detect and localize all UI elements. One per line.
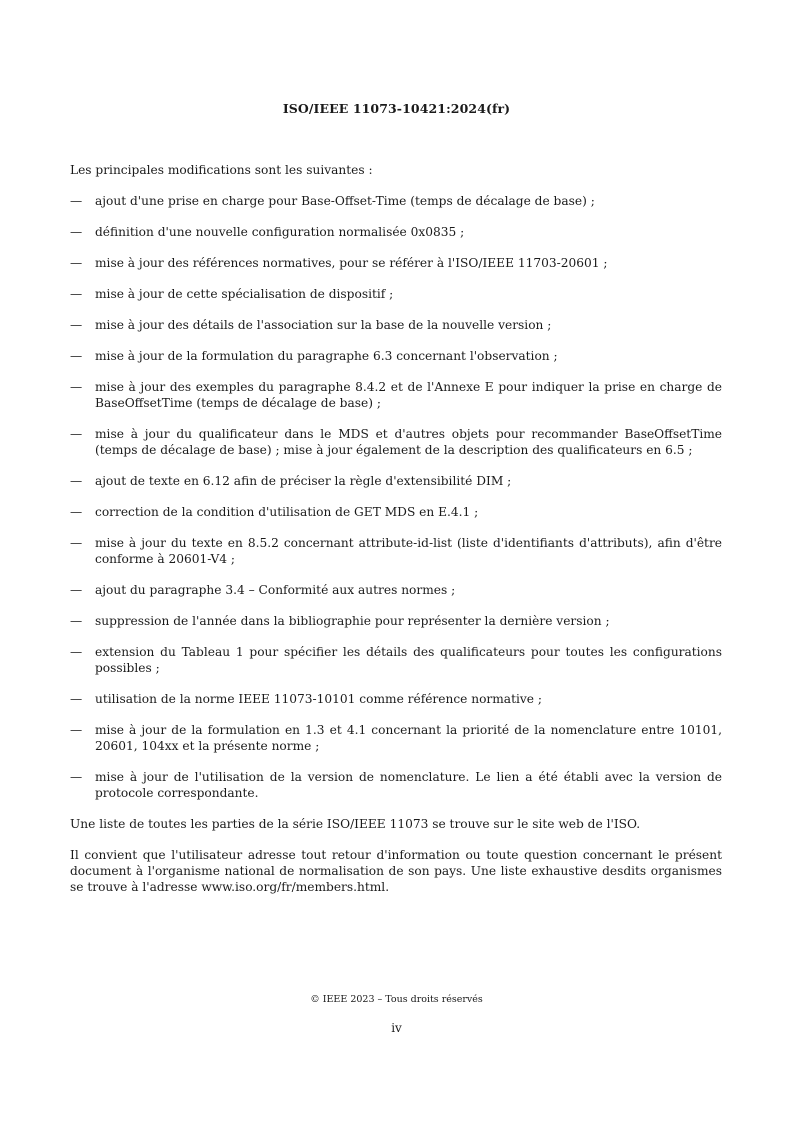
- dash-bullet: —: [70, 770, 83, 784]
- dash-bullet: —: [70, 614, 83, 628]
- list-item-text: mise à jour de la formulation en 1.3 et 4.1 concernant la priorité de la nomenclature entre 10101, 20601, 104xx et la présente norme ;: [95, 723, 722, 753]
- list-item-text: définition d'une nouvelle configuration normalisée 0x0835 ;: [95, 225, 465, 239]
- list-item: [70, 379, 722, 411]
- page-number: iv: [391, 1021, 402, 1035]
- footer-copyright: © IEEE 2023 – Tous droits réservés: [310, 994, 483, 1005]
- list-item: [70, 473, 722, 489]
- list-item: [70, 224, 722, 240]
- list-item-text: suppression de l'année dans la bibliographie pour représenter la dernière version ;: [95, 614, 610, 628]
- list-item-text: correction de la condition d'utilisation de GET MDS en E.4.1 ;: [95, 505, 479, 519]
- feedback-paragraph: Il convient que l'utilisateur adresse tout retour d'information ou toute question concernant le présent document à l'organisme national de normalisation de son pays. Une liste exhaustive desdits organismes se trouve à l'adresse www.iso.org/fr/members.html.: [70, 848, 722, 894]
- document-body: [70, 162, 722, 910]
- dash-bullet: —: [70, 474, 83, 488]
- document-header-title: ISO/IEEE 11073-10421:2024(fr): [282, 101, 511, 116]
- list-item-text: extension du Tableau 1 pour spécifier les détails des qualificateurs pour toutes les configurations possibles ;: [95, 645, 722, 675]
- dash-bullet: —: [70, 583, 83, 597]
- dash-bullet: —: [70, 349, 83, 363]
- list-item: [70, 348, 722, 364]
- list-item-text: mise à jour du texte en 8.5.2 concernant attribute-id-list (liste d'identifiants d'attributs), afin d'être conforme à 20601-V4 ;: [95, 536, 722, 566]
- list-item-text: ajout d'une prise en charge pour Base-Offset-Time (temps de décalage de base) ;: [95, 194, 595, 208]
- list-item-text: mise à jour de l'utilisation de la version de nomenclature. Le lien a été établi avec la version de protocole correspondante.: [95, 770, 722, 800]
- list-item: [70, 504, 722, 520]
- dash-bullet: —: [70, 723, 83, 737]
- list-item: [70, 722, 722, 754]
- dash-bullet: —: [70, 645, 83, 659]
- list-item: [70, 255, 722, 271]
- list-item: [70, 613, 722, 629]
- list-item-text: ajout du paragraphe 3.4 – Conformité aux autres normes ;: [95, 583, 456, 597]
- dash-bullet: —: [70, 505, 83, 519]
- list-item: [70, 691, 722, 707]
- list-item: [70, 769, 722, 801]
- list-item: [70, 193, 722, 209]
- dash-bullet: —: [70, 427, 83, 441]
- modifications-list: [70, 193, 722, 801]
- list-item-text: mise à jour des exemples du paragraphe 8.4.2 et de l'Annexe E pour indiquer la prise en charge de BaseOffsetTime (temps de décalage de base) ;: [95, 380, 722, 410]
- list-item-text: mise à jour de la formulation du paragraphe 6.3 concernant l'observation ;: [95, 349, 558, 363]
- iso-series-paragraph: Une liste de toutes les parties de la série ISO/IEEE 11073 se trouve sur le site web de l'ISO.: [70, 817, 641, 831]
- dash-bullet: —: [70, 287, 83, 301]
- dash-bullet: —: [70, 380, 83, 394]
- intro-text: Les principales modifications sont les suivantes :: [70, 163, 373, 177]
- list-item: [70, 286, 722, 302]
- list-item-text: mise à jour des détails de l'association sur la base de la nouvelle version ;: [95, 318, 552, 332]
- dash-bullet: —: [70, 318, 83, 332]
- list-item: [70, 644, 722, 676]
- dash-bullet: —: [70, 256, 83, 270]
- dash-bullet: —: [70, 692, 83, 706]
- list-item-text: ajout de texte en 6.12 afin de préciser la règle d'extensibilité DIM ;: [95, 474, 512, 488]
- list-item-text: utilisation de la norme IEEE 11073-10101 comme référence normative ;: [95, 692, 542, 706]
- list-item-text: mise à jour de cette spécialisation de dispositif ;: [95, 287, 394, 301]
- list-item: [70, 426, 722, 458]
- list-item: [70, 582, 722, 598]
- list-item-text: mise à jour du qualificateur dans le MDS et d'autres objets pour recommander BaseOffsetTime (temps de décalage de base) ; mise à jour également de la description des qualificateurs en 6.5 ;: [95, 427, 722, 457]
- dash-bullet: —: [70, 194, 83, 208]
- list-item-text: mise à jour des références normatives, pour se référer à l'ISO/IEEE 11703-20601 ;: [95, 256, 608, 270]
- list-item: [70, 317, 722, 333]
- dash-bullet: —: [70, 536, 83, 550]
- list-item: [70, 535, 722, 567]
- dash-bullet: —: [70, 225, 83, 239]
